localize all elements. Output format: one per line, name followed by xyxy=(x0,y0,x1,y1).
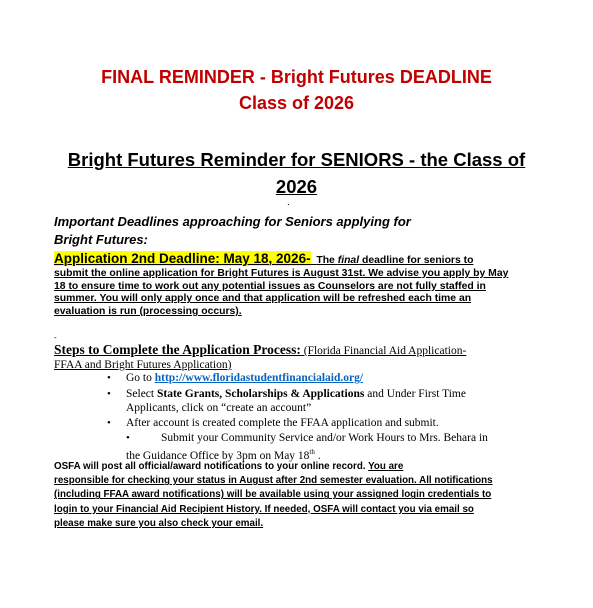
step-go-to-text: Go to xyxy=(126,372,155,384)
step-submit-hours-end: . xyxy=(314,449,321,462)
important-deadlines-heading xyxy=(54,213,534,249)
steps-heading xyxy=(54,343,534,373)
osfa-line1: OSFA will post all official/award notifications to your online record. xyxy=(54,461,369,472)
class-of-title: Class of 2026 xyxy=(238,93,355,113)
step-select-post: and Under First Time xyxy=(364,388,466,400)
step-go-to xyxy=(126,372,363,386)
osfa-line2: responsible for checking your status in August after 2nd semester evaluation. All notifications xyxy=(54,475,493,487)
step-complete-ffaa: After account is created complete the FFAA application and submit. xyxy=(126,417,439,429)
step-select-line2: Applicants, click on “create an account” xyxy=(126,402,312,414)
step-select-bold: State Grants, Scholarships & Applications xyxy=(156,388,365,400)
step-select xyxy=(126,388,466,402)
deadline-r1-pre: The xyxy=(316,255,338,266)
deadline-line4: summer. You will only apply once and that application will be refreshed each time an xyxy=(54,293,472,305)
separator-tick: - xyxy=(54,333,57,342)
important-line2: Bright Futures: xyxy=(54,232,148,247)
steps-note2: FFAA and Bright Futures Application) xyxy=(54,358,232,371)
osfa-line5: please make sure you also check your email. xyxy=(54,517,264,529)
step-submit-hours-text: the Guidance Office by 3pm on May 18 xyxy=(126,449,310,462)
important-line1: Important Deadlines approaching for Seniors applying for xyxy=(54,214,411,229)
osfa-line4: login to your Financial Aid Recipient History. If needed, OSFA will contact you via email so xyxy=(54,503,474,515)
osfa-line3: (including FFAA award notifications) will be available using your assigned login credentials to xyxy=(54,489,492,501)
bullet-dot: • xyxy=(107,372,111,384)
deadline-paragraph xyxy=(54,251,534,319)
step-submit-hours-sup: th xyxy=(309,448,315,456)
step-submit-hours-line1: Submit your Community Service and/or Work Hours to Mrs. Behara in xyxy=(161,432,488,444)
bullet-dot: • xyxy=(107,417,111,429)
page-heading-line2: 2026 xyxy=(275,176,318,197)
step-select-pre: Select xyxy=(126,388,157,400)
final-reminder-title: FINAL REMINDER - Bright Futures DEADLINE xyxy=(101,67,492,87)
deadline-line5: evaluation is run (processing occurs). xyxy=(54,306,242,318)
separator-dot: . xyxy=(287,197,290,208)
osfa-line1-underlined: You are xyxy=(368,461,404,472)
deadline-r1-post: deadline for seniors to xyxy=(359,255,474,266)
bullet-dot: • xyxy=(107,388,111,400)
page-heading-line1: Bright Futures Reminder for SENIORS - the Class of xyxy=(67,149,526,170)
deadline-highlight: Application 2nd Deadline: May 18, 2026- xyxy=(54,251,311,266)
deadline-r1-italic: final xyxy=(337,255,360,266)
deadline-line2: submit the online application for Bright Futures is August 31st. We advise you apply by May xyxy=(54,267,509,279)
page-heading xyxy=(40,146,553,200)
financial-aid-link[interactable]: http://www.floridastudentfinancialaid.org/ xyxy=(154,372,364,384)
osfa-paragraph xyxy=(54,460,554,531)
deadline-line3: 18 to ensure time to work out any potential issues as Counselors are not fully staffed in xyxy=(54,280,486,292)
steps-title: Steps to Complete the Application Process: xyxy=(54,342,301,357)
steps-note1: (Florida Financial Aid Application- xyxy=(300,345,467,357)
bullet-dot: • xyxy=(126,432,130,444)
